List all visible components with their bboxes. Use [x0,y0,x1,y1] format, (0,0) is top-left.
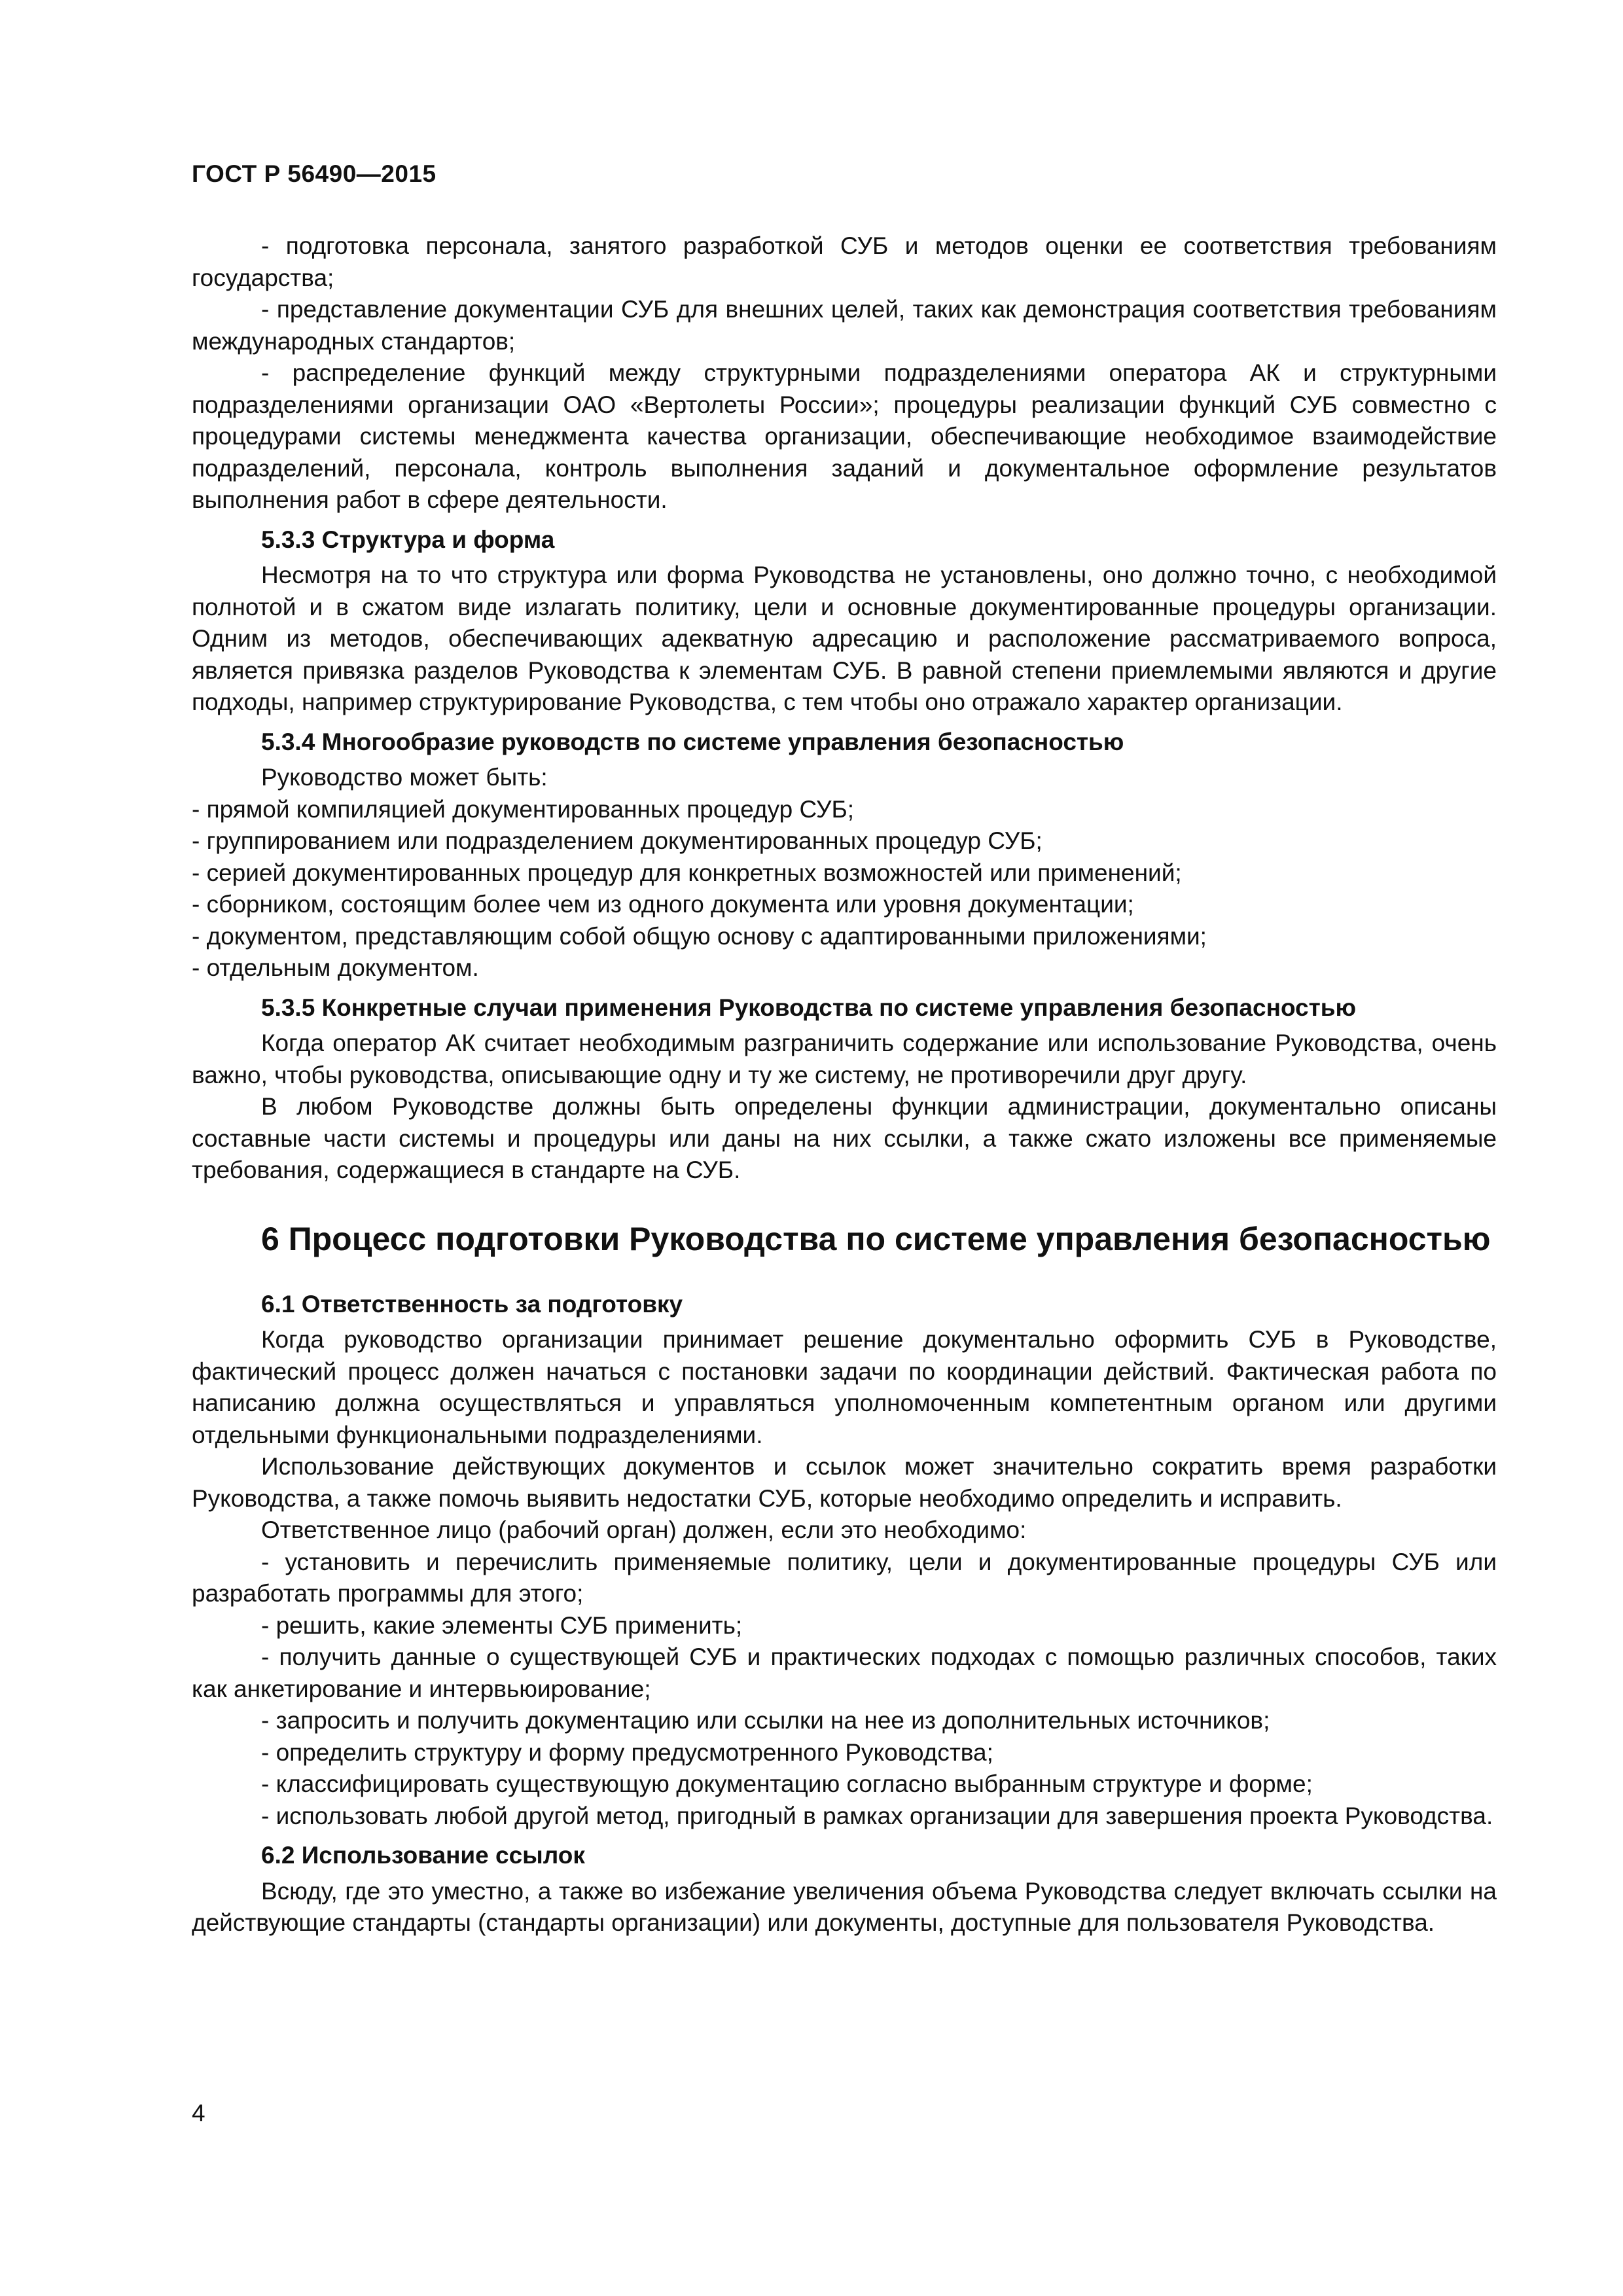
section-heading-5-3-5: 5.3.5 Конкретные случаи применения Руководства по системе управления безопасностью [261,994,1357,1021]
list-item: - подготовка персонала, занятого разработкой СУБ и методов оценки ее соответствия требованиям государства; [192,232,1497,291]
list-item: - решить, какие элементы СУБ применить; [261,1611,743,1639]
section-heading-6-2: 6.2 Использование ссылок [261,1842,585,1869]
section-heading-6-1: 6.1 Ответственность за подготовку [261,1290,683,1318]
page-number: 4 [192,2100,205,2126]
list-item: - серией документированных процедур для конкретных возможностей или применений; [192,859,1182,886]
list-item: - распределение функций между структурными подразделениями оператора АК и структурными подразделениями организации ОАО «Вертолеты России»; процедуры реализации функций СУБ совместно с процедурами системы менеджмента качества организации, обеспечивающие необходимое взаимодействие подразделений, персонала, контроль выполнения заданий и документальное оформление результатов выполнения работ в сфере деятельности. [192,359,1497,513]
paragraph: Когда руководство организации принимает решение документально оформить СУБ в Руководстве, фактический процесс должен начаться с постановки задачи по координации действий. Фактическая работа по написанию должна осуществляться и управляться уполномоченным компетентным органом или другими отдельными функциональными подразделениями. [192,1326,1497,1448]
list-item: - классифицировать существующую документацию согласно выбранным структуре и форме; [261,1770,1313,1797]
list-item: - прямой компиляцией документированных процедур СУБ; [192,795,855,823]
paragraph: Несмотря на то что структура или форма Руководства не установлены, оно должно точно, с необходимой полнотой и в сжатом виде излагать политику, цели и основные документированные процедуры организации. Одним из методов, обеспечивающих адекватную адресацию и расположение рассматриваемого вопроса, является привязка разделов Руководства к элементам СУБ. В равной степени приемлемыми являются и другие подходы, например структурирование Руководства, с тем чтобы оно отражало характер организации. [192,562,1497,715]
paragraph: В любом Руководстве должны быть определены функции администрации, документально описаны составные части системы и процедуры или даны на них ссылки, а также сжато изложены все применяемые требования, содержащиеся в стандарте на СУБ. [192,1093,1497,1183]
list-item: - документом, представляющим собой общую основу с адаптированными приложениями; [192,922,1207,950]
section-heading-5-3-4: 5.3.4 Многообразие руководств по системе управления безопасностью [261,728,1124,755]
section-heading-6: 6 Процесс подготовки Руководства по системе управления безопасностью [261,1220,1491,1257]
paragraph: Ответственное лицо (рабочий орган) должен, если это необходимо: [261,1516,1027,1543]
list-item: - представление документации СУБ для внешних целей, таких как демонстрация соответствия требованиям международных стандартов; [192,296,1497,355]
list-item: - получить данные о существующей СУБ и практических подходах с помощью различных способов, таких как анкетирование и интервьюирование; [192,1643,1497,1702]
document-body [192,230,1497,1939]
paragraph: Когда оператор АК считает необходимым разграничить содержание или использование Руководства, очень важно, чтобы руководства, описывающие одну и ту же систему, не противоречили друг другу. [192,1030,1497,1088]
list-item: - отдельным документом. [192,954,479,981]
list-item: - сборником, состоящим более чем из одного документа или уровня документации; [192,891,1134,918]
list-item: - использовать любой другой метод, пригодный в рамках организации для завершения проекта Руководства. [261,1802,1493,1829]
paragraph: Руководство может быть: [261,764,548,791]
document-standard-header: ГОСТ Р 56490—2015 [192,160,437,187]
section-heading-5-3-3: 5.3.3 Структура и форма [261,526,555,553]
list-item: - группированием или подразделением документированных процедур СУБ; [192,827,1043,854]
list-item: - определить структуру и форму предусмотренного Руководства; [261,1738,993,1766]
list-item: - запросить и получить документацию или ссылки на нее из дополнительных источников; [261,1707,1270,1734]
list-item: - установить и перечислить применяемые политику, цели и документированные процедуры СУБ или разработать программы для этого; [192,1548,1497,1607]
paragraph: Использование действующих документов и ссылок может значительно сократить время разработки Руководства, а также помочь выявить недостатки СУБ, которые необходимо определить и исправить. [192,1453,1497,1512]
paragraph: Всюду, где это уместно, а также во избежание увеличения объема Руководства следует включать ссылки на действующие стандарты (стандарты организации) или документы, доступные для пользователя Руководства. [192,1877,1497,1936]
